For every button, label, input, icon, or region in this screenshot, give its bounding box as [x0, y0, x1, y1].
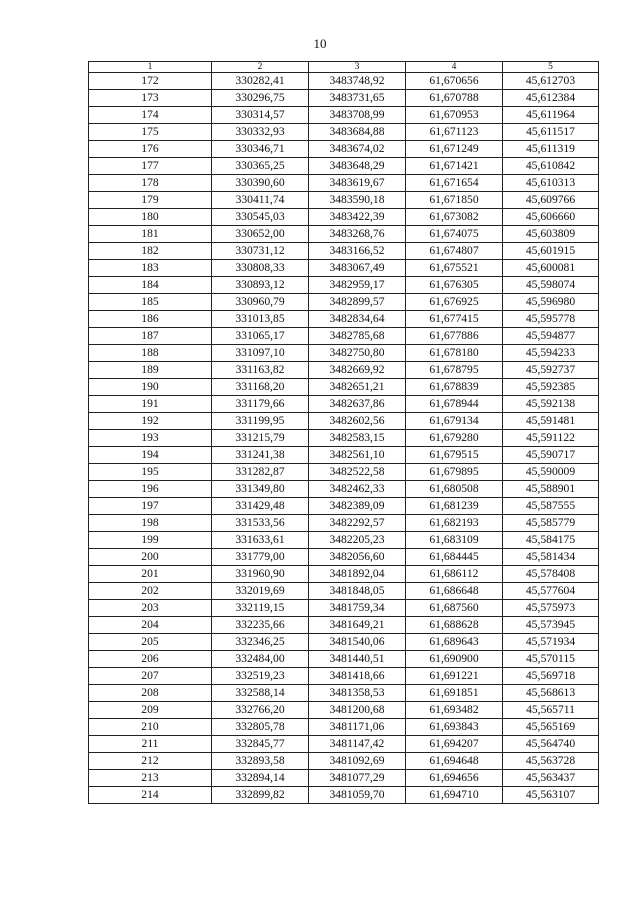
table-row — [89, 668, 599, 685]
table-cell-col-2: 330893,12 — [212, 277, 309, 294]
table-cell-col-3: 3483422,39 — [309, 209, 406, 226]
table-row — [89, 294, 599, 311]
table-cell-col-5: 45,565711 — [503, 702, 599, 719]
table-cell-col-2: 332119,15 — [212, 600, 309, 617]
table-cell-col-1: 179 — [89, 192, 212, 209]
table-cell-col-2: 332899,82 — [212, 787, 309, 804]
column-header-3: 3 — [309, 62, 406, 73]
table-cell-col-2: 331779,00 — [212, 549, 309, 566]
table-row — [89, 583, 599, 600]
table-cell-col-1: 188 — [89, 345, 212, 362]
table-cell-col-2: 330346,71 — [212, 141, 309, 158]
table-cell-col-4: 61,679134 — [406, 413, 503, 430]
table-cell-col-5: 45,590717 — [503, 447, 599, 464]
table-cell-col-4: 61,678180 — [406, 345, 503, 362]
table-cell-col-5: 45,611319 — [503, 141, 599, 158]
table-row — [89, 260, 599, 277]
table-cell-col-2: 331349,80 — [212, 481, 309, 498]
table-cell-col-1: 213 — [89, 770, 212, 787]
table-cell-col-2: 330332,93 — [212, 124, 309, 141]
table-cell-col-1: 190 — [89, 379, 212, 396]
table-cell-col-4: 61,670788 — [406, 90, 503, 107]
table-cell-col-1: 183 — [89, 260, 212, 277]
table-row — [89, 141, 599, 158]
table-cell-col-5: 45,591122 — [503, 430, 599, 447]
table-cell-col-3: 3483590,18 — [309, 192, 406, 209]
table-cell-col-5: 45,565169 — [503, 719, 599, 736]
table-row — [89, 736, 599, 753]
table-cell-col-5: 45,610842 — [503, 158, 599, 175]
table-cell-col-5: 45,610313 — [503, 175, 599, 192]
table-cell-col-3: 3482750,80 — [309, 345, 406, 362]
table-cell-col-4: 61,671123 — [406, 124, 503, 141]
table-cell-col-2: 332519,23 — [212, 668, 309, 685]
table-cell-col-2: 332805,78 — [212, 719, 309, 736]
table-cell-col-1: 207 — [89, 668, 212, 685]
table-row — [89, 719, 599, 736]
table-cell-col-1: 186 — [89, 311, 212, 328]
table-cell-col-3: 3482785,68 — [309, 328, 406, 345]
table-cell-col-2: 331960,90 — [212, 566, 309, 583]
table-cell-col-3: 3481200,68 — [309, 702, 406, 719]
table-cell-col-3: 3482899,57 — [309, 294, 406, 311]
table-cell-col-2: 332894,14 — [212, 770, 309, 787]
table-cell-col-5: 45,594877 — [503, 328, 599, 345]
table-cell-col-2: 331429,48 — [212, 498, 309, 515]
table-cell-col-3: 3482292,57 — [309, 515, 406, 532]
table-cell-col-5: 45,609766 — [503, 192, 599, 209]
table-cell-col-1: 199 — [89, 532, 212, 549]
table-cell-col-3: 3482522,58 — [309, 464, 406, 481]
table-cell-col-4: 61,671654 — [406, 175, 503, 192]
table-cell-col-3: 3482462,33 — [309, 481, 406, 498]
table-cell-col-4: 61,686112 — [406, 566, 503, 583]
table-cell-col-3: 3483731,65 — [309, 90, 406, 107]
table-cell-col-4: 61,687560 — [406, 600, 503, 617]
column-header-1: 1 — [89, 62, 212, 73]
table-cell-col-2: 331065,17 — [212, 328, 309, 345]
table-cell-col-4: 61,674075 — [406, 226, 503, 243]
table-cell-col-4: 61,671421 — [406, 158, 503, 175]
table-cell-col-4: 61,693843 — [406, 719, 503, 736]
table-cell-col-2: 330960,79 — [212, 294, 309, 311]
table-row — [89, 379, 599, 396]
table-cell-col-5: 45,577604 — [503, 583, 599, 600]
table-cell-col-3: 3482583,15 — [309, 430, 406, 447]
column-header-4: 4 — [406, 62, 503, 73]
table-cell-col-3: 3481059,70 — [309, 787, 406, 804]
table-row — [89, 787, 599, 804]
table-cell-col-2: 331633,61 — [212, 532, 309, 549]
table-cell-col-1: 176 — [89, 141, 212, 158]
table-cell-col-2: 331013,85 — [212, 311, 309, 328]
table-cell-col-1: 205 — [89, 634, 212, 651]
table-cell-col-2: 330545,03 — [212, 209, 309, 226]
table-cell-col-2: 330411,74 — [212, 192, 309, 209]
table-cell-col-5: 45,596980 — [503, 294, 599, 311]
table-cell-col-3: 3482834,64 — [309, 311, 406, 328]
column-header-5: 5 — [503, 62, 599, 73]
table-cell-col-4: 61,691221 — [406, 668, 503, 685]
table-body — [89, 73, 599, 804]
table-cell-col-5: 45,592385 — [503, 379, 599, 396]
table-cell-col-3: 3482602,56 — [309, 413, 406, 430]
table-cell-col-4: 61,683109 — [406, 532, 503, 549]
table-cell-col-5: 45,585779 — [503, 515, 599, 532]
table-cell-col-4: 61,682193 — [406, 515, 503, 532]
table-row — [89, 175, 599, 192]
table-cell-col-3: 3483684,88 — [309, 124, 406, 141]
table-cell-col-3: 3481077,29 — [309, 770, 406, 787]
table-row — [89, 447, 599, 464]
table-cell-col-4: 61,686648 — [406, 583, 503, 600]
table-cell-col-5: 45,591481 — [503, 413, 599, 430]
table-cell-col-3: 3483067,49 — [309, 260, 406, 277]
table-cell-col-2: 331179,66 — [212, 396, 309, 413]
table-cell-col-4: 61,694656 — [406, 770, 503, 787]
table-row — [89, 362, 599, 379]
table-cell-col-4: 61,677886 — [406, 328, 503, 345]
table-header — [89, 62, 599, 73]
table-cell-col-4: 61,676925 — [406, 294, 503, 311]
table-row — [89, 685, 599, 702]
table-cell-col-1: 192 — [89, 413, 212, 430]
table-cell-col-5: 45,575973 — [503, 600, 599, 617]
table-cell-col-4: 61,676305 — [406, 277, 503, 294]
table-row — [89, 158, 599, 175]
table-cell-col-5: 45,570115 — [503, 651, 599, 668]
table-cell-col-1: 177 — [89, 158, 212, 175]
table-cell-col-3: 3483268,76 — [309, 226, 406, 243]
table-cell-col-1: 174 — [89, 107, 212, 124]
table-cell-col-4: 61,677415 — [406, 311, 503, 328]
table-row — [89, 413, 599, 430]
table-cell-col-3: 3482056,60 — [309, 549, 406, 566]
coordinates-table — [88, 61, 599, 804]
table-cell-col-2: 332484,00 — [212, 651, 309, 668]
table-cell-col-3: 3483648,29 — [309, 158, 406, 175]
table-cell-col-4: 61,691851 — [406, 685, 503, 702]
table-cell-col-4: 61,689643 — [406, 634, 503, 651]
table-cell-col-1: 202 — [89, 583, 212, 600]
table-cell-col-1: 203 — [89, 600, 212, 617]
table-cell-col-2: 331097,10 — [212, 345, 309, 362]
table-cell-col-2: 332346,25 — [212, 634, 309, 651]
table-cell-col-2: 330282,41 — [212, 73, 309, 90]
table-cell-col-4: 61,680508 — [406, 481, 503, 498]
table-cell-col-3: 3481540,06 — [309, 634, 406, 651]
table-cell-col-2: 332019,69 — [212, 583, 309, 600]
table-cell-col-4: 61,678795 — [406, 362, 503, 379]
table-cell-col-5: 45,592138 — [503, 396, 599, 413]
table-cell-col-1: 197 — [89, 498, 212, 515]
table-cell-col-3: 3482651,21 — [309, 379, 406, 396]
table-row — [89, 532, 599, 549]
table-cell-col-3: 3481848,05 — [309, 583, 406, 600]
table-row — [89, 277, 599, 294]
table-cell-col-2: 332588,14 — [212, 685, 309, 702]
table-cell-col-3: 3481440,51 — [309, 651, 406, 668]
table-cell-col-1: 210 — [89, 719, 212, 736]
column-header-2: 2 — [212, 62, 309, 73]
table-cell-col-1: 211 — [89, 736, 212, 753]
table-cell-col-2: 330808,33 — [212, 260, 309, 277]
table-cell-col-1: 214 — [89, 787, 212, 804]
table-row — [89, 243, 599, 260]
table-cell-col-4: 61,678839 — [406, 379, 503, 396]
table-cell-col-3: 3482959,17 — [309, 277, 406, 294]
table-row — [89, 549, 599, 566]
table-cell-col-3: 3481147,42 — [309, 736, 406, 753]
table-cell-col-4: 61,679280 — [406, 430, 503, 447]
table-cell-col-1: 206 — [89, 651, 212, 668]
table-cell-col-5: 45,588901 — [503, 481, 599, 498]
table-cell-col-2: 332893,58 — [212, 753, 309, 770]
table-row — [89, 226, 599, 243]
table-cell-col-3: 3481092,69 — [309, 753, 406, 770]
table-cell-col-1: 212 — [89, 753, 212, 770]
table-row — [89, 107, 599, 124]
table-cell-col-5: 45,611517 — [503, 124, 599, 141]
table-cell-col-5: 45,569718 — [503, 668, 599, 685]
table-cell-col-3: 3482669,92 — [309, 362, 406, 379]
table-cell-col-5: 45,581434 — [503, 549, 599, 566]
table-cell-col-2: 330731,12 — [212, 243, 309, 260]
table-cell-col-1: 184 — [89, 277, 212, 294]
table-cell-col-3: 3483748,92 — [309, 73, 406, 90]
table-cell-col-4: 61,688628 — [406, 617, 503, 634]
table-row — [89, 617, 599, 634]
table-cell-col-1: 195 — [89, 464, 212, 481]
table-row — [89, 311, 599, 328]
table-cell-col-4: 61,693482 — [406, 702, 503, 719]
table-cell-col-5: 45,595778 — [503, 311, 599, 328]
table-cell-col-1: 201 — [89, 566, 212, 583]
table-row — [89, 634, 599, 651]
table-row — [89, 566, 599, 583]
table-cell-col-4: 61,673082 — [406, 209, 503, 226]
table-cell-col-1: 189 — [89, 362, 212, 379]
table-cell-col-1: 204 — [89, 617, 212, 634]
table-cell-col-2: 331241,38 — [212, 447, 309, 464]
table-cell-col-3: 3482205,23 — [309, 532, 406, 549]
table-row — [89, 192, 599, 209]
table-cell-col-1: 193 — [89, 430, 212, 447]
table-cell-col-3: 3483674,02 — [309, 141, 406, 158]
table-cell-col-5: 45,598074 — [503, 277, 599, 294]
table-cell-col-2: 331199,95 — [212, 413, 309, 430]
table-row — [89, 209, 599, 226]
table-cell-col-4: 61,679515 — [406, 447, 503, 464]
table-cell-col-5: 45,606660 — [503, 209, 599, 226]
table-cell-col-5: 45,568613 — [503, 685, 599, 702]
table-cell-col-1: 173 — [89, 90, 212, 107]
table-cell-col-2: 332845,77 — [212, 736, 309, 753]
table-cell-col-5: 45,612703 — [503, 73, 599, 90]
table-row — [89, 464, 599, 481]
table-row — [89, 124, 599, 141]
header-row — [89, 62, 599, 73]
table-cell-col-2: 330652,00 — [212, 226, 309, 243]
table-cell-col-5: 45,563437 — [503, 770, 599, 787]
table-row — [89, 498, 599, 515]
table-cell-col-4: 61,670656 — [406, 73, 503, 90]
table-cell-col-4: 61,694207 — [406, 736, 503, 753]
page-number: 10 — [313, 36, 327, 51]
table-cell-col-3: 3482561,10 — [309, 447, 406, 464]
table-cell-col-1: 191 — [89, 396, 212, 413]
table-cell-col-2: 331163,82 — [212, 362, 309, 379]
table-cell-col-4: 61,681239 — [406, 498, 503, 515]
table-cell-col-3: 3481418,66 — [309, 668, 406, 685]
table-row — [89, 600, 599, 617]
table-cell-col-5: 45,573945 — [503, 617, 599, 634]
table-cell-col-4: 61,670953 — [406, 107, 503, 124]
table-cell-col-3: 3482389,09 — [309, 498, 406, 515]
table-cell-col-3: 3481759,34 — [309, 600, 406, 617]
table-cell-col-4: 61,675521 — [406, 260, 503, 277]
table-row — [89, 430, 599, 447]
table-cell-col-1: 175 — [89, 124, 212, 141]
table-cell-col-4: 61,694710 — [406, 787, 503, 804]
table-cell-col-5: 45,564740 — [503, 736, 599, 753]
table-cell-col-1: 198 — [89, 515, 212, 532]
table-cell-col-4: 61,694648 — [406, 753, 503, 770]
table-row — [89, 73, 599, 90]
table-row — [89, 770, 599, 787]
table-row — [89, 515, 599, 532]
table-cell-col-3: 3481171,06 — [309, 719, 406, 736]
table-cell-col-5: 45,600081 — [503, 260, 599, 277]
table-cell-col-1: 200 — [89, 549, 212, 566]
table-cell-col-3: 3483166,52 — [309, 243, 406, 260]
table-cell-col-5: 45,578408 — [503, 566, 599, 583]
table-cell-col-5: 45,592737 — [503, 362, 599, 379]
table-cell-col-2: 332766,20 — [212, 702, 309, 719]
table-cell-col-5: 45,611964 — [503, 107, 599, 124]
table-cell-col-2: 330390,60 — [212, 175, 309, 192]
table-cell-col-1: 172 — [89, 73, 212, 90]
table-cell-col-1: 185 — [89, 294, 212, 311]
table-cell-col-4: 61,674807 — [406, 243, 503, 260]
table-cell-col-3: 3482637,86 — [309, 396, 406, 413]
table-cell-col-1: 209 — [89, 702, 212, 719]
table-cell-col-2: 330365,25 — [212, 158, 309, 175]
table-cell-col-1: 196 — [89, 481, 212, 498]
table-cell-col-5: 45,563728 — [503, 753, 599, 770]
table-cell-col-5: 45,571934 — [503, 634, 599, 651]
table-cell-col-5: 45,584175 — [503, 532, 599, 549]
table-cell-col-4: 61,679895 — [406, 464, 503, 481]
table-cell-col-5: 45,594233 — [503, 345, 599, 362]
table-cell-col-5: 45,563107 — [503, 787, 599, 804]
table-cell-col-3: 3483619,67 — [309, 175, 406, 192]
table-cell-col-1: 187 — [89, 328, 212, 345]
table-cell-col-2: 332235,66 — [212, 617, 309, 634]
table-cell-col-4: 61,671850 — [406, 192, 503, 209]
table-cell-col-4: 61,690900 — [406, 651, 503, 668]
table-row — [89, 396, 599, 413]
table-cell-col-3: 3481358,53 — [309, 685, 406, 702]
table-cell-col-1: 180 — [89, 209, 212, 226]
table-row — [89, 345, 599, 362]
table-cell-col-5: 45,603809 — [503, 226, 599, 243]
table-cell-col-2: 331533,56 — [212, 515, 309, 532]
table-cell-col-2: 331168,20 — [212, 379, 309, 396]
table-cell-col-1: 182 — [89, 243, 212, 260]
table-row — [89, 481, 599, 498]
table-row — [89, 753, 599, 770]
table-cell-col-4: 61,678944 — [406, 396, 503, 413]
table-cell-col-1: 181 — [89, 226, 212, 243]
table-cell-col-2: 330296,75 — [212, 90, 309, 107]
table-row — [89, 651, 599, 668]
table-cell-col-2: 331215,79 — [212, 430, 309, 447]
table-cell-col-5: 45,612384 — [503, 90, 599, 107]
table-cell-col-4: 61,684445 — [406, 549, 503, 566]
table-cell-col-5: 45,601915 — [503, 243, 599, 260]
table-row — [89, 328, 599, 345]
table-cell-col-3: 3481892,04 — [309, 566, 406, 583]
table-cell-col-1: 178 — [89, 175, 212, 192]
table-cell-col-5: 45,587555 — [503, 498, 599, 515]
table-cell-col-4: 61,671249 — [406, 141, 503, 158]
table-cell-col-2: 331282,87 — [212, 464, 309, 481]
table-cell-col-3: 3481649,21 — [309, 617, 406, 634]
table-cell-col-1: 208 — [89, 685, 212, 702]
table-row — [89, 90, 599, 107]
table-cell-col-5: 45,590009 — [503, 464, 599, 481]
table-row — [89, 702, 599, 719]
table-cell-col-1: 194 — [89, 447, 212, 464]
table-cell-col-2: 330314,57 — [212, 107, 309, 124]
table-cell-col-3: 3483708,99 — [309, 107, 406, 124]
